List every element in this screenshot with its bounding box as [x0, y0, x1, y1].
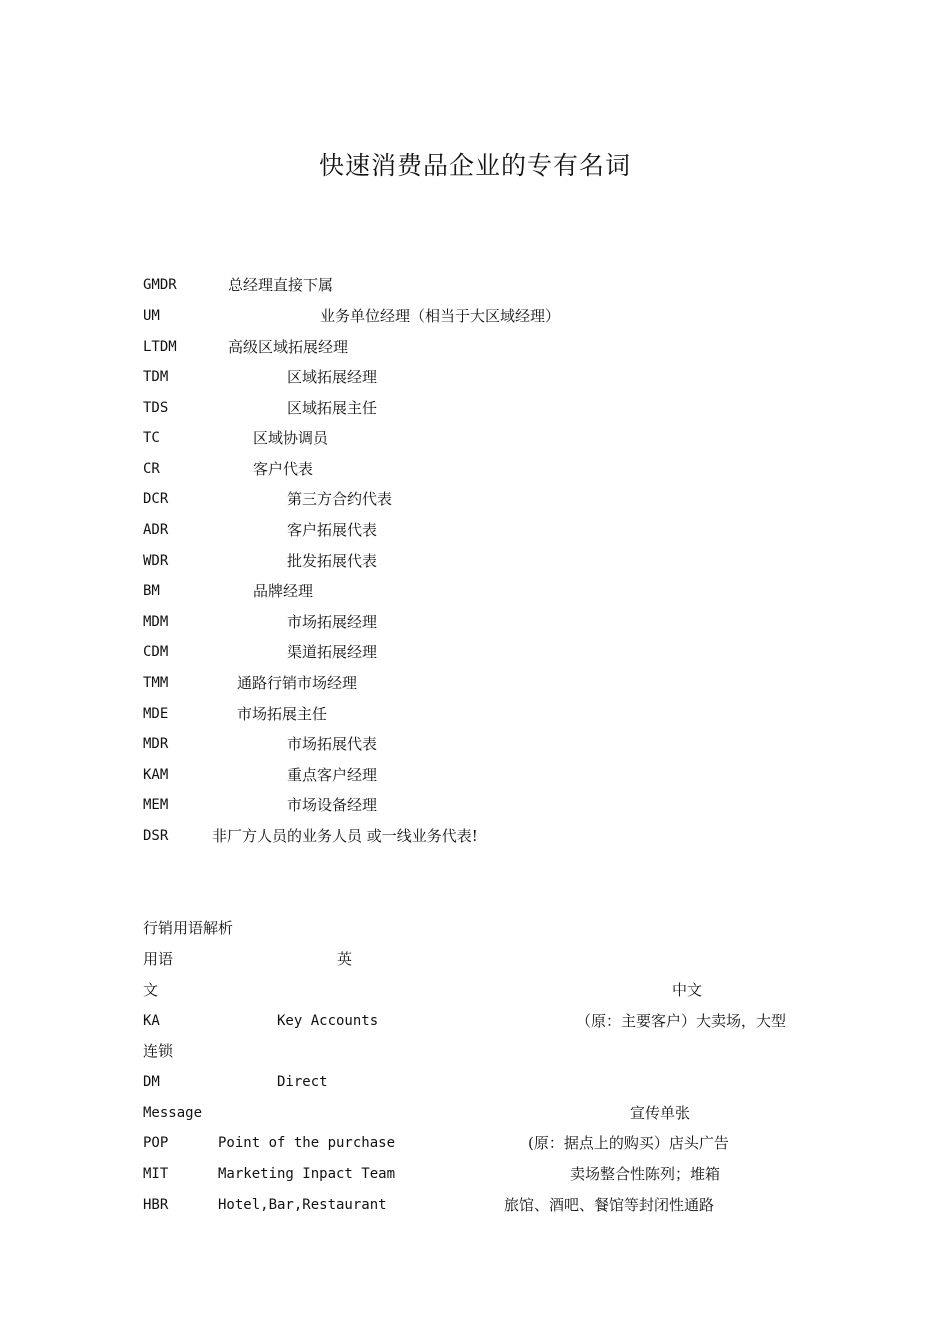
- column-header-chinese: 中文: [672, 981, 703, 999]
- term-abbr: WDR: [143, 553, 169, 569]
- document-title: 快速消费品企业的专有名词: [318, 151, 631, 180]
- term-abbr: GMDR: [143, 277, 177, 293]
- term-desc: 市场拓展经理: [287, 613, 378, 631]
- term-desc: 市场设备经理: [287, 796, 378, 814]
- row-term: POP: [143, 1135, 169, 1151]
- row-chinese-cont: 连锁: [143, 1042, 174, 1060]
- row-term: MIT: [143, 1166, 169, 1182]
- term-abbr: MDR: [143, 736, 169, 752]
- term-abbr: TDM: [143, 369, 169, 385]
- term-abbr: TMM: [143, 675, 169, 691]
- term-desc: 市场拓展代表: [287, 735, 378, 753]
- term-abbr: MDM: [143, 614, 169, 630]
- term-desc: 通路行销市场经理: [237, 674, 358, 692]
- term-abbr: DSR: [143, 828, 169, 844]
- row-chinese: 宣传单张: [630, 1104, 691, 1122]
- term-desc: 高级区域拓展经理: [228, 338, 349, 356]
- column-header-english: 英: [337, 950, 353, 968]
- term-abbr: KAM: [143, 767, 169, 783]
- term-abbr: CDM: [143, 644, 169, 660]
- row-term: DM: [143, 1074, 160, 1090]
- term-desc: 区域拓展主任: [287, 399, 378, 417]
- column-header-english-cont: 文: [143, 981, 159, 999]
- term-desc: 客户拓展代表: [287, 521, 378, 539]
- row-english: Hotel,Bar,Restaurant: [218, 1197, 387, 1213]
- row-term: KA: [143, 1013, 160, 1029]
- row-english: Marketing Inpact Team: [218, 1166, 396, 1182]
- term-abbr: MDE: [143, 706, 169, 722]
- term-abbr: TDS: [143, 400, 169, 416]
- term-desc: 品牌经理: [253, 582, 314, 600]
- row-chinese: (原：据点上的购买）店头广告: [528, 1134, 729, 1152]
- row-english: Point of the purchase: [218, 1135, 396, 1151]
- term-abbr: TC: [143, 430, 160, 446]
- term-abbr: UM: [143, 308, 160, 324]
- row-term: HBR: [143, 1197, 169, 1213]
- term-abbr: MEM: [143, 797, 169, 813]
- term-desc: 非厂方人员的业务人员 或一线业务代表!: [212, 827, 478, 845]
- row-english-cont: Message: [143, 1105, 203, 1121]
- term-abbr: LTDM: [143, 339, 177, 355]
- term-desc: 区域拓展经理: [287, 368, 378, 386]
- term-desc: 客户代表: [253, 460, 314, 478]
- glossary-heading: 行销用语解析: [143, 919, 234, 937]
- term-abbr: ADR: [143, 522, 169, 538]
- term-abbr: DCR: [143, 491, 169, 507]
- term-desc: 重点客户经理: [287, 766, 378, 784]
- column-header-term: 用语: [143, 950, 174, 968]
- term-desc: 业务单位经理（相当于大区域经理）: [320, 307, 561, 325]
- term-desc: 渠道拓展经理: [287, 643, 378, 661]
- row-chinese: 旅馆、酒吧、餐馆等封闭性通路: [504, 1196, 715, 1214]
- term-desc: 第三方合约代表: [287, 490, 393, 508]
- row-chinese: 卖场整合性陈列；堆箱: [570, 1165, 721, 1183]
- term-abbr: CR: [143, 461, 160, 477]
- row-english: Direct: [277, 1074, 328, 1090]
- row-chinese: （原：主要客户）大卖场，大型: [576, 1012, 787, 1030]
- term-desc: 区域协调员: [253, 429, 329, 447]
- term-desc: 总经理直接下属: [228, 276, 334, 294]
- term-desc: 批发拓展代表: [287, 552, 378, 570]
- term-desc: 市场拓展主任: [237, 705, 328, 723]
- term-abbr: BM: [143, 583, 160, 599]
- row-english: Key Accounts: [277, 1013, 379, 1029]
